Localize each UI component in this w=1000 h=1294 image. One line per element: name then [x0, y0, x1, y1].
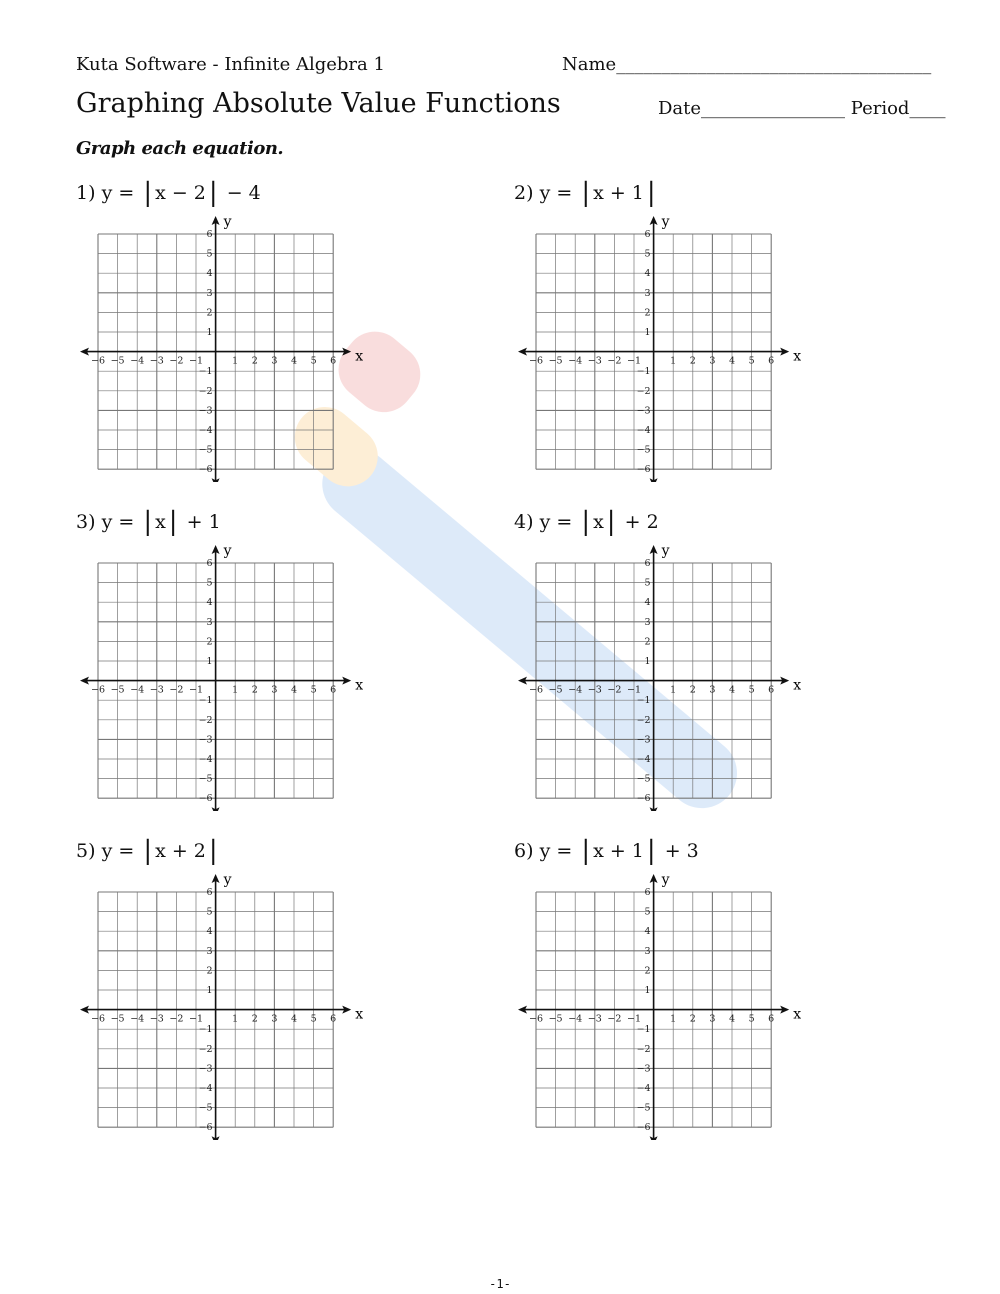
abs-outside: + 1: [186, 511, 221, 533]
x-tick-label: 1: [670, 684, 677, 696]
y-tick-label: 4: [644, 597, 651, 609]
x-tick-label: 2: [689, 355, 696, 367]
x-tick-label: 3: [709, 1013, 716, 1025]
x-axis-label: x: [355, 677, 364, 694]
x-tick-label: 3: [709, 684, 716, 696]
x-tick-label: −4: [130, 355, 145, 367]
abs-bar-left: |: [581, 507, 591, 537]
problem-5: [76, 834, 376, 1144]
x-axis-label: x: [355, 348, 364, 365]
abs-bar-right: |: [208, 178, 218, 208]
equation-lhs: y =: [101, 511, 135, 533]
problem-number: 4): [514, 511, 534, 533]
y-tick-label: 5: [644, 248, 651, 260]
y-tick-label: 4: [206, 268, 213, 280]
y-tick-label: −3: [636, 405, 651, 417]
y-tick-label: 3: [644, 616, 651, 628]
equation-lhs: y =: [101, 840, 135, 862]
y-tick-label: 1: [644, 656, 651, 667]
abs-outside: − 4: [226, 182, 261, 204]
abs-inside: x + 2: [155, 840, 206, 862]
equation-lhs: y =: [539, 511, 573, 533]
problem-2: [514, 176, 814, 486]
abs-bar-left: |: [143, 836, 153, 866]
y-tick-label: 4: [206, 926, 213, 938]
y-tick-label: 3: [644, 945, 651, 957]
abs-outside: + 2: [624, 511, 659, 533]
abs-inside: x − 2: [155, 182, 206, 204]
x-tick-label: −3: [587, 355, 602, 367]
x-tick-label: 1: [232, 1013, 239, 1025]
y-tick-label: 3: [206, 287, 213, 299]
x-tick-label: 6: [330, 1013, 337, 1025]
y-tick-label: −2: [636, 714, 651, 726]
y-tick-label: −5: [636, 444, 651, 456]
y-tick-label: −6: [636, 1122, 651, 1134]
x-tick-label: 1: [232, 684, 239, 696]
y-axis-label: y: [223, 214, 232, 230]
y-tick-label: −4: [636, 1083, 651, 1094]
y-tick-label: −6: [636, 793, 651, 805]
y-tick-label: 1: [644, 985, 651, 996]
problem-1: [76, 176, 376, 486]
y-tick-label: −4: [198, 425, 213, 436]
x-tick-label: −2: [169, 684, 184, 696]
y-tick-label: 2: [206, 965, 213, 977]
x-tick-label: −4: [568, 684, 583, 696]
x-tick-label: 5: [748, 355, 755, 367]
y-tick-label: −3: [636, 1063, 651, 1075]
y-axis-label: y: [223, 543, 232, 559]
y-tick-label: −1: [636, 695, 651, 707]
y-tick-label: −6: [198, 793, 213, 805]
x-tick-label: 2: [251, 1013, 258, 1025]
x-tick-label: −3: [587, 684, 602, 696]
instructions: Graph each equation.: [76, 138, 284, 159]
y-tick-label: −3: [198, 405, 213, 417]
x-tick-label: −6: [90, 355, 106, 367]
y-tick-label: 6: [206, 558, 213, 569]
problem-number: 1): [76, 182, 96, 204]
y-tick-label: 2: [206, 307, 213, 319]
y-tick-label: 2: [644, 965, 651, 977]
y-tick-label: −5: [198, 1102, 213, 1114]
y-tick-label: −2: [198, 714, 213, 726]
x-tick-label: 2: [251, 355, 258, 367]
y-tick-label: −6: [198, 464, 213, 476]
problem-4: [514, 505, 814, 815]
y-tick-label: −1: [198, 366, 213, 378]
y-tick-label: 2: [644, 636, 651, 648]
y-tick-label: −5: [636, 1102, 651, 1114]
problem-number: 6): [514, 840, 534, 862]
x-tick-label: 3: [271, 355, 278, 367]
x-tick-label: 2: [251, 684, 258, 696]
x-tick-label: −5: [548, 684, 563, 696]
y-tick-label: −3: [198, 734, 213, 746]
y-tick-label: −5: [636, 773, 651, 785]
y-tick-label: 5: [206, 248, 213, 260]
y-tick-label: 5: [644, 577, 651, 589]
abs-bar-left: |: [143, 507, 153, 537]
x-tick-label: −6: [90, 684, 106, 696]
y-tick-label: −3: [636, 734, 651, 746]
abs-bar-right: |: [646, 178, 656, 208]
x-axis-label: x: [793, 677, 802, 694]
abs-bar-right: |: [606, 507, 616, 537]
equation-lhs: y =: [539, 840, 573, 862]
x-tick-label: −2: [607, 355, 622, 367]
x-tick-label: 6: [768, 1013, 775, 1025]
abs-inside: x: [155, 511, 166, 533]
abs-bar-right: |: [646, 836, 656, 866]
x-tick-label: 5: [310, 355, 317, 367]
x-tick-label: 6: [330, 684, 337, 696]
y-tick-label: 2: [644, 307, 651, 319]
x-tick-label: 6: [768, 684, 775, 696]
y-axis-label: y: [223, 872, 232, 888]
x-tick-label: −5: [110, 1013, 125, 1025]
y-tick-label: −2: [198, 1043, 213, 1055]
abs-bar-right: |: [168, 507, 178, 537]
x-tick-label: −1: [626, 355, 642, 367]
y-tick-label: −1: [198, 1024, 213, 1036]
x-tick-label: −6: [528, 355, 544, 367]
y-tick-label: −4: [636, 754, 651, 765]
y-tick-label: 6: [644, 558, 651, 569]
x-tick-label: −2: [169, 1013, 184, 1025]
x-tick-label: −4: [568, 1013, 583, 1025]
x-tick-label: −5: [548, 1013, 563, 1025]
y-tick-label: 6: [644, 229, 651, 240]
x-tick-label: 3: [271, 1013, 278, 1025]
problem-number: 2): [514, 182, 534, 204]
worksheet-title: Graphing Absolute Value Functions: [76, 88, 561, 119]
x-tick-label: −4: [130, 684, 145, 696]
x-axis-label: x: [793, 348, 802, 365]
coordinate-grid[interactable]: [516, 202, 806, 482]
x-tick-label: 5: [748, 1013, 755, 1025]
page-number: -1-: [489, 1277, 511, 1291]
x-tick-label: 1: [670, 1013, 677, 1025]
problem-6: [514, 834, 814, 1144]
x-tick-label: 1: [670, 355, 677, 367]
y-tick-label: 1: [206, 985, 213, 996]
equation-lhs: y =: [539, 182, 573, 204]
x-tick-label: −5: [110, 355, 125, 367]
y-axis-label: y: [661, 872, 670, 888]
x-tick-label: −3: [587, 1013, 602, 1025]
x-tick-label: −4: [568, 355, 583, 367]
y-tick-label: −5: [198, 773, 213, 785]
x-tick-label: 4: [290, 684, 298, 696]
software-label: Kuta Software - Infinite Algebra 1: [76, 54, 385, 75]
y-tick-label: −3: [198, 1063, 213, 1075]
y-tick-label: −1: [636, 366, 651, 378]
y-tick-label: 5: [644, 906, 651, 918]
coordinate-grid[interactable]: [78, 531, 368, 811]
x-tick-label: 5: [748, 684, 755, 696]
y-tick-label: −1: [198, 695, 213, 707]
abs-inside: x + 1: [593, 840, 644, 862]
x-tick-label: 1: [232, 355, 239, 367]
x-tick-label: −3: [149, 355, 164, 367]
x-axis-label: x: [355, 1006, 364, 1023]
x-tick-label: −5: [548, 355, 563, 367]
coordinate-grid[interactable]: [78, 202, 368, 482]
problem-number: 3): [76, 511, 96, 533]
x-tick-label: −1: [188, 684, 204, 696]
x-tick-label: 3: [709, 355, 716, 367]
x-tick-label: 6: [768, 355, 775, 367]
y-tick-label: 1: [206, 327, 213, 338]
y-tick-label: 4: [206, 597, 213, 609]
problem-3: [76, 505, 376, 815]
abs-inside: x: [593, 511, 604, 533]
y-tick-label: 5: [206, 906, 213, 918]
y-tick-label: −2: [636, 385, 651, 397]
x-tick-label: −2: [169, 355, 184, 367]
x-tick-label: 2: [689, 1013, 696, 1025]
problem-number: 5): [76, 840, 96, 862]
abs-bar-left: |: [581, 178, 591, 208]
abs-bar-right: |: [208, 836, 218, 866]
x-tick-label: −5: [110, 684, 125, 696]
x-tick-label: −2: [607, 684, 622, 696]
y-tick-label: 6: [644, 887, 651, 898]
x-tick-label: −6: [528, 684, 544, 696]
x-tick-label: 4: [728, 355, 736, 367]
name-field: Name___________________________________: [562, 54, 932, 75]
y-tick-label: 6: [206, 887, 213, 898]
y-tick-label: −6: [636, 464, 651, 476]
y-tick-label: −5: [198, 444, 213, 456]
y-tick-label: −4: [198, 1083, 213, 1094]
x-axis-label: x: [793, 1006, 802, 1023]
x-tick-label: −6: [90, 1013, 106, 1025]
abs-bar-left: |: [581, 836, 591, 866]
x-tick-label: −1: [188, 1013, 204, 1025]
date-period-field: Date________________ Period____: [658, 98, 946, 119]
x-tick-label: 6: [330, 355, 337, 367]
x-tick-label: 5: [310, 1013, 317, 1025]
x-tick-label: −3: [149, 1013, 164, 1025]
y-tick-label: −4: [636, 425, 651, 436]
y-tick-label: −6: [198, 1122, 213, 1134]
x-tick-label: 4: [290, 355, 298, 367]
x-tick-label: −1: [626, 684, 642, 696]
y-tick-label: 1: [644, 327, 651, 338]
y-tick-label: 2: [206, 636, 213, 648]
x-tick-label: 2: [689, 684, 696, 696]
x-tick-label: −3: [149, 684, 164, 696]
x-tick-label: 5: [310, 684, 317, 696]
x-tick-label: 4: [728, 684, 736, 696]
x-tick-label: −1: [626, 1013, 642, 1025]
x-tick-label: 3: [271, 684, 278, 696]
y-tick-label: 3: [206, 616, 213, 628]
y-tick-label: −1: [636, 1024, 651, 1036]
y-tick-label: 4: [644, 268, 651, 280]
y-tick-label: 3: [206, 945, 213, 957]
abs-outside: + 3: [664, 840, 699, 862]
y-tick-label: −2: [636, 1043, 651, 1055]
coordinate-grid[interactable]: [78, 860, 368, 1140]
x-tick-label: 4: [728, 1013, 736, 1025]
y-tick-label: 5: [206, 577, 213, 589]
x-tick-label: −4: [130, 1013, 145, 1025]
x-tick-label: −2: [607, 1013, 622, 1025]
abs-bar-left: |: [143, 178, 153, 208]
y-tick-label: 4: [644, 926, 651, 938]
x-tick-label: 4: [290, 1013, 298, 1025]
coordinate-grid[interactable]: [516, 531, 806, 811]
y-axis-label: y: [661, 214, 670, 230]
x-tick-label: −6: [528, 1013, 544, 1025]
y-tick-label: −2: [198, 385, 213, 397]
equation-lhs: y =: [101, 182, 135, 204]
x-tick-label: −1: [188, 355, 204, 367]
y-tick-label: 6: [206, 229, 213, 240]
y-tick-label: 3: [644, 287, 651, 299]
y-axis-label: y: [661, 543, 670, 559]
abs-inside: x + 1: [593, 182, 644, 204]
y-tick-label: 1: [206, 656, 213, 667]
coordinate-grid[interactable]: [516, 860, 806, 1140]
y-tick-label: −4: [198, 754, 213, 765]
